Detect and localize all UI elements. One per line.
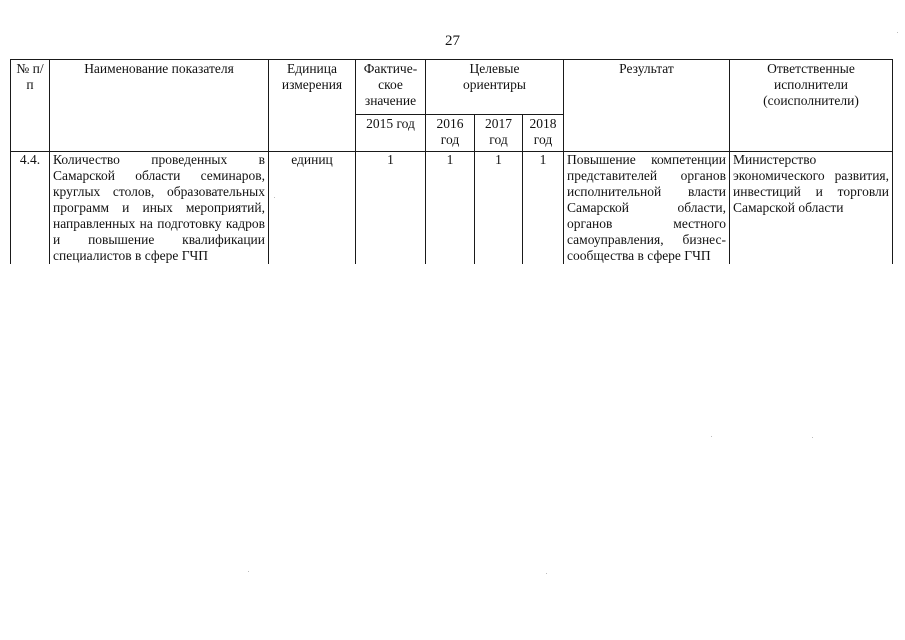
header-targets-label: Целевые ориентиры bbox=[463, 61, 526, 92]
header-actual: Фактиче-ское значение bbox=[356, 60, 426, 115]
row-name: Количество проведенных в Самарской области семинаров, круглых столов, образовательных программ и иных мероприятий, направленных на подготовку кадров и повышение квалификации специалистов в сфере ГЧП bbox=[53, 152, 265, 263]
scan-speck bbox=[812, 437, 813, 438]
header-unit: Единица измерения bbox=[269, 60, 356, 152]
row-responsible-cell bbox=[730, 152, 893, 265]
page-number: 27 bbox=[445, 33, 460, 49]
scan-speck bbox=[711, 436, 712, 437]
scan-speck bbox=[274, 197, 275, 198]
header-responsible bbox=[730, 60, 893, 152]
scan-speck bbox=[897, 32, 898, 33]
row-unit: единиц bbox=[269, 152, 356, 265]
header-year-2015: 2015 год bbox=[356, 115, 426, 152]
row-num: 4.4. bbox=[11, 152, 50, 265]
header-year-2016: 2016 год bbox=[426, 115, 475, 152]
header-responsible-label: Ответственные исполнители (соисполнители) bbox=[763, 61, 859, 108]
header-num: № п/п bbox=[11, 60, 50, 152]
scan-speck bbox=[546, 573, 547, 574]
row-value-2016: 1 bbox=[426, 152, 475, 265]
header-year-2018: 2018 год bbox=[523, 115, 564, 152]
row-result: Повышение компетенции представителей органов исполнительной власти Самарской области, органов местного самоуправления, бизнес-сообщества в сфере ГЧП bbox=[567, 152, 726, 263]
table-row bbox=[11, 152, 893, 265]
row-responsible: Министерство экономического развития, инвестиций и торговли Самарской области bbox=[733, 152, 889, 215]
row-value-2017: 1 bbox=[475, 152, 523, 265]
row-value-2018: 1 bbox=[523, 152, 564, 265]
header-year-2017: 2017 год bbox=[475, 115, 523, 152]
header-name: Наименование показателя bbox=[50, 60, 269, 152]
scan-speck bbox=[248, 571, 249, 572]
row-result-cell bbox=[564, 152, 730, 265]
row-name-cell bbox=[50, 152, 269, 265]
header-result: Результат bbox=[564, 60, 730, 152]
indicators-table bbox=[10, 59, 893, 264]
row-value-2015: 1 bbox=[356, 152, 426, 265]
header-targets bbox=[426, 60, 564, 115]
